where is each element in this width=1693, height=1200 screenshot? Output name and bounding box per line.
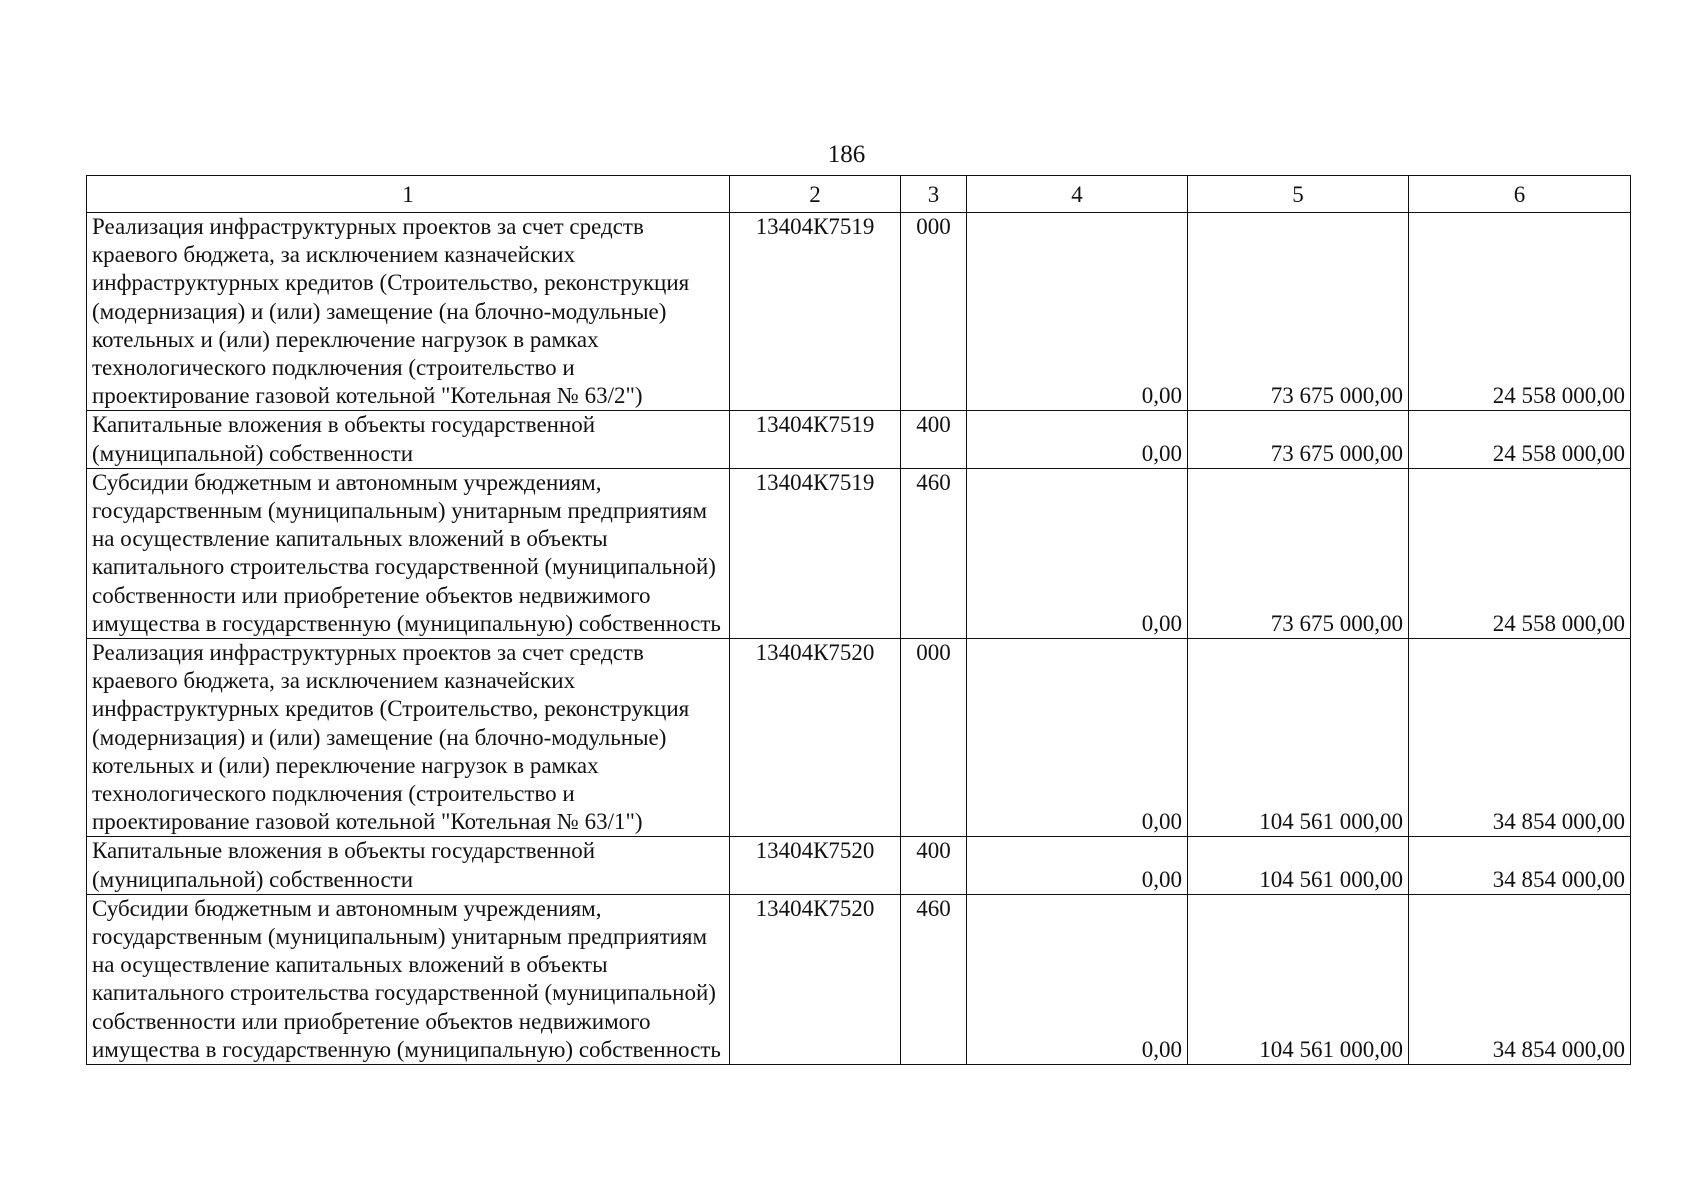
row-description: Капитальные вложения в объекты государственной (муниципальной) собственности (87, 411, 730, 468)
row-expense-type: 460 (901, 468, 967, 638)
column-header-1: 1 (87, 176, 730, 213)
row-amount-col5: 73 675 000,00 (1188, 411, 1409, 468)
row-amount-col5: 104 561 000,00 (1188, 837, 1409, 894)
row-amount-col5: 104 561 000,00 (1188, 894, 1409, 1064)
budget-table (86, 175, 1631, 1065)
row-amount-col5: 73 675 000,00 (1188, 468, 1409, 638)
row-target-code: 13404К7520 (730, 837, 901, 894)
row-target-code: 13404К7520 (730, 894, 901, 1064)
table-row (87, 837, 1631, 894)
row-expense-type: 400 (901, 837, 967, 894)
row-amount-col5: 104 561 000,00 (1188, 639, 1409, 837)
row-amount-col6: 24 558 000,00 (1409, 411, 1631, 468)
column-header-4: 4 (967, 176, 1188, 213)
row-amount-col6: 24 558 000,00 (1409, 213, 1631, 411)
row-amount-col4: 0,00 (967, 411, 1188, 468)
column-header-3: 3 (901, 176, 967, 213)
table-header-row (87, 176, 1631, 213)
row-amount-col5: 73 675 000,00 (1188, 213, 1409, 411)
row-target-code: 13404К7519 (730, 411, 901, 468)
row-amount-col6: 34 854 000,00 (1409, 837, 1631, 894)
row-target-code: 13404К7520 (730, 639, 901, 837)
row-expense-type: 000 (901, 213, 967, 411)
row-amount-col4: 0,00 (967, 894, 1188, 1064)
row-target-code: 13404К7519 (730, 468, 901, 638)
table-row (87, 639, 1631, 837)
row-description: Субсидии бюджетным и автономным учреждениям, государственным (муниципальным) унитарным предприятиям на осуществление капитальных вложений в объекты капитального строительства государственной (муниципальной) собственности или приобретение объектов недвижимого имущества в государственную (муниципальную) собственность (87, 894, 730, 1064)
table-row (87, 411, 1631, 468)
row-expense-type: 000 (901, 639, 967, 837)
table-row (87, 213, 1631, 411)
column-header-2: 2 (730, 176, 901, 213)
row-amount-col4: 0,00 (967, 639, 1188, 837)
row-amount-col4: 0,00 (967, 837, 1188, 894)
row-description: Реализация инфраструктурных проектов за счет средств краевого бюджета, за исключением казначейских инфраструктурных кредитов (Строительство, реконструкция (модернизация) и (или) замещение (на блочно-модульные) котельных и (или) переключение нагрузок в рамках технологического подключения (строительство и проектирование газовой котельной "Котельная № 63/2") (87, 213, 730, 411)
row-description: Капитальные вложения в объекты государственной (муниципальной) собственности (87, 837, 730, 894)
page-number: 186 (827, 141, 866, 168)
row-description: Реализация инфраструктурных проектов за счет средств краевого бюджета, за исключением казначейских инфраструктурных кредитов (Строительство, реконструкция (модернизация) и (или) замещение (на блочно-модульные) котельных и (или) переключение нагрузок в рамках технологического подключения (строительство и проектирование газовой котельной "Котельная № 63/1") (87, 639, 730, 837)
table-row (87, 894, 1631, 1064)
row-amount-col4: 0,00 (967, 213, 1188, 411)
row-expense-type: 400 (901, 411, 967, 468)
column-header-6: 6 (1409, 176, 1631, 213)
row-target-code: 13404К7519 (730, 213, 901, 411)
row-amount-col6: 34 854 000,00 (1409, 639, 1631, 837)
row-description: Субсидии бюджетным и автономным учреждениям, государственным (муниципальным) унитарным предприятиям на осуществление капитальных вложений в объекты капитального строительства государственной (муниципальной) собственности или приобретение объектов недвижимого имущества в государственную (муниципальную) собственность (87, 468, 730, 638)
row-amount-col6: 34 854 000,00 (1409, 894, 1631, 1064)
row-amount-col6: 24 558 000,00 (1409, 468, 1631, 638)
table-row (87, 468, 1631, 638)
row-amount-col4: 0,00 (967, 468, 1188, 638)
row-expense-type: 460 (901, 894, 967, 1064)
column-header-5: 5 (1188, 176, 1409, 213)
